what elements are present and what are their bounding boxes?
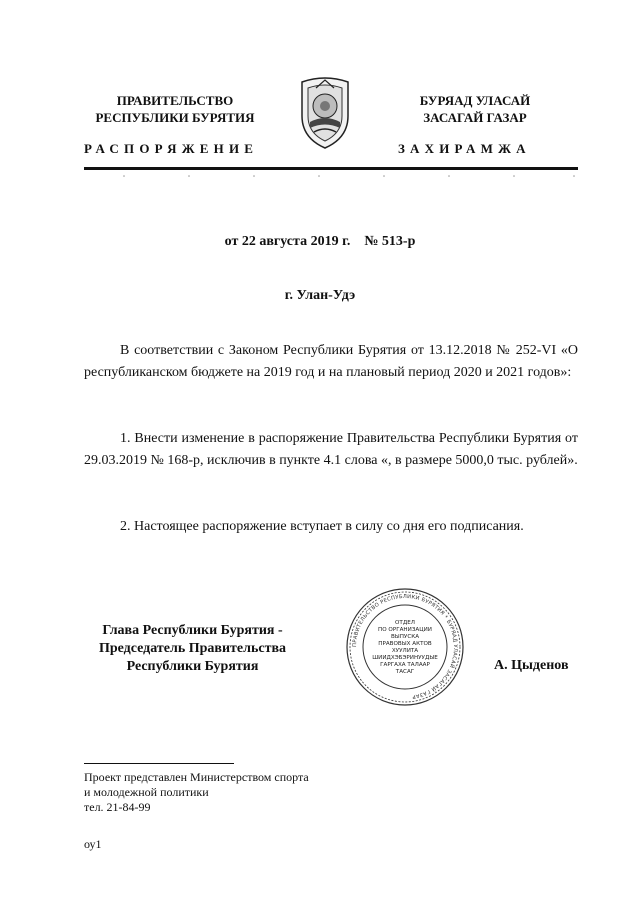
body-paragraph-3 bbox=[84, 516, 578, 538]
seal-line-6: ШИИДХЭБЭРИНУУДЫЕ bbox=[372, 655, 438, 661]
header-divider bbox=[84, 167, 578, 170]
body-paragraph-2 bbox=[84, 428, 578, 472]
seal-line-5: ХУУЛИТА bbox=[391, 648, 419, 654]
body-paragraph-3-text: 2. Настоящее распоряжение вступает в силу со дня его подписания. bbox=[120, 519, 524, 534]
footer-note bbox=[84, 770, 309, 815]
seal-line-3: ВЫПУСКА bbox=[390, 634, 420, 640]
signatory-name: А. Цыденов bbox=[494, 658, 569, 673]
official-seal-stamp bbox=[344, 586, 466, 708]
seal-line-2: ПО ОРГАНИЗАЦИИ bbox=[378, 627, 432, 633]
signatory-title bbox=[70, 622, 315, 676]
doctype-right: ЗАХИРАМЖА bbox=[398, 141, 531, 156]
header-dotted-line bbox=[84, 172, 578, 180]
seal-line-8: ТАСАГ bbox=[395, 669, 415, 675]
signatory-title-line-3: Республики Бурятия bbox=[126, 659, 259, 674]
body-paragraph-2-text: 1. Внести изменение в распоряжение Правительства Республики Бурятия от 29.03.2019 № 168-р, исключив в пункте 4.1 слова «, в размере 5000,0 тыс. рублей». bbox=[84, 431, 578, 468]
signatory-title-line-2: Председатель Правительства bbox=[98, 641, 287, 656]
coat-of-arms-emblem bbox=[296, 76, 354, 150]
header-left-line-2: РЕСПУБЛИКИ БУРЯТИЯ bbox=[95, 110, 255, 125]
header-left-line-1: ПРАВИТЕЛЬСТВО bbox=[116, 93, 234, 108]
document-city: г. Улан-Удэ bbox=[284, 288, 356, 303]
footer-line-2: и молодежной политики bbox=[84, 785, 209, 799]
footer-line-3: тел. 21-84-99 bbox=[84, 800, 151, 814]
header-right bbox=[360, 92, 590, 126]
doctype-left: РАСПОРЯЖЕНИЕ bbox=[84, 141, 259, 156]
header-left bbox=[60, 92, 290, 126]
header-right-line-1: БУРЯАД УЛАСАЙ bbox=[419, 93, 531, 108]
body-paragraph-1-text: В соответствии с Законом Республики Бурятия от 13.12.2018 № 252-VI «О республиканском бюджете на 2019 год и на плановый период 2020 и 2021 годов»: bbox=[84, 343, 578, 380]
signatory-title-line-1: Глава Республики Бурятия - bbox=[102, 623, 283, 638]
footer-line-1: Проект представлен Министерством спорта bbox=[84, 770, 309, 784]
footer-code: оу1 bbox=[84, 837, 102, 851]
body-paragraph-1 bbox=[84, 340, 578, 384]
document-date-number: от 22 августа 2019 г. № 513-р bbox=[224, 234, 416, 249]
header-right-line-2: ЗАСАГАЙ ГАЗАР bbox=[423, 110, 527, 125]
seal-line-1: ОТДЕЛ bbox=[395, 620, 415, 626]
seal-line-4: ПРАВОВЫХ АКТОВ bbox=[378, 641, 432, 647]
seal-line-7: ГАРГАХА ТАЛААР bbox=[380, 662, 430, 668]
seal-ring-text: ПРАВИТЕЛЬСТВО РЕСПУБЛИКИ БУРЯТИЯ * БУРЯАД УЛАСАЙ ЗАСАГАЙ ГАЗАР bbox=[351, 593, 459, 700]
footer-divider bbox=[84, 763, 234, 764]
